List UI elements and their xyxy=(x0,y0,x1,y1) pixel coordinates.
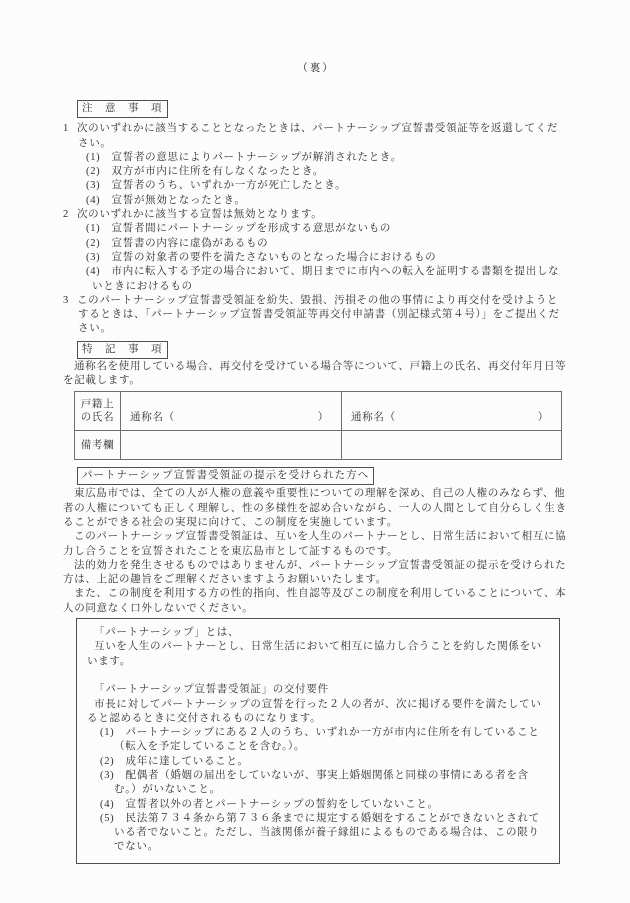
note-item-1-number: 1 xyxy=(63,123,69,135)
remarks-cell-2 xyxy=(341,430,561,459)
special-heading-row xyxy=(63,341,569,358)
alias-label-open: 通称名（ xyxy=(351,412,396,424)
note-subitem: (2) 宣誓書の内容に虚偽があるもの xyxy=(86,237,269,249)
note-subitem: (3) 宣誓の対象者の要件を満たさないものとなった場合におけるもの xyxy=(86,251,437,263)
alias-label-close: ） xyxy=(537,412,549,424)
infobox-requirement-item: (1) パートナーシップにある２人のうち、いずれか一方が市内に住所を有していること（転入を予定していることを含む。）。 xyxy=(100,727,540,753)
infobox-blank-line xyxy=(87,669,549,683)
name-table xyxy=(74,391,562,460)
special-intro: 通称名を使用している場合、再交付を受けている場合等について、戸籍上の氏名、再交付年月日等を記載します。 xyxy=(63,360,567,387)
infobox-requirements-title: 「パートナーシップ宣誓書受領証」の交付要件 xyxy=(94,684,329,696)
alias-cell-1 xyxy=(120,392,341,430)
table-header-line2: の氏名 xyxy=(80,412,115,424)
note-item-2-number: 2 xyxy=(63,209,69,221)
note-item-1 xyxy=(63,122,569,151)
infobox-requirement-item: (5) 民法第７３４条から第７３６条までに規定する婚姻をすることができないとされている者でないこと。ただし、当該関係が養子縁組によるものである場合は、この限りでない。 xyxy=(100,812,540,853)
infobox-requirements-intro: 市長に対してパートナーシップの宣誓を行った２人の者が、次に掲げる要件を満たしていると認めるときに交付されるものになります。 xyxy=(87,698,542,724)
alias-cell-2 xyxy=(341,392,561,430)
note-subitem: (4) 宣誓が無効となったとき。 xyxy=(86,194,246,206)
note-item-3 xyxy=(63,294,569,337)
note-item-2 xyxy=(63,208,569,222)
infobox-definition-body: 互いを人生のパートナーとし、日常生活において相互に協力し合うことを約した関係をいいます。 xyxy=(87,641,542,667)
note-subitem: (1) 宣誓者の意思によりパートナーシップが解消されたとき。 xyxy=(86,151,402,163)
notes-heading-row xyxy=(63,100,569,117)
infobox-requirement-item: (2) 成年に達していること。 xyxy=(100,755,249,767)
table-header-remarks: 備考欄 xyxy=(75,430,120,459)
note-subitem: (4) 市内に転入する予定の場合において、期日までに市内への転入を証明する書類を提出しないときにおけるもの xyxy=(86,266,560,292)
note-item-1-text: 次のいずれかに該当することとなったときは、パートナーシップ宣誓書受領証等を返還してください。 xyxy=(76,123,559,149)
notice-heading-row xyxy=(63,467,569,484)
note-item-3-text: このパートナーシップ宣誓書受領証を紛失、毀損、汚損その他の事情により再交付を受けようとするときは、「パートナーシップ宣誓書受領証等再交付申請書（別記様式第４号）」をご提出ください。 xyxy=(76,294,560,335)
alias-label-close: ） xyxy=(317,412,329,424)
notice-paragraph-3: 法的効力を発生させるものではありませんが、パートナーシップ宣誓書受領証の提示を受けられた方は、上記の趣旨をご理解くださいますようお願いいたします。 xyxy=(63,559,567,586)
table-header-line1: 戸籍上 xyxy=(80,399,115,411)
infobox-requirement-item: (4) 宣誓者以外の者とパートナーシップの誓約をしていないこと。 xyxy=(100,798,439,810)
note-item-3-number: 3 xyxy=(63,294,69,306)
notes-list xyxy=(63,122,569,336)
notice-heading: パートナーシップ宣誓書受領証の提示を受けられた方へ xyxy=(77,467,374,485)
notice-paragraph-2: このパートナーシップ宣誓書受領証は、互いを人生のパートナーとし、日常生活において相互に協力し合うことを宣誓されたことを東広島市として証するものです。 xyxy=(63,531,567,557)
note-subitem: (2) 双方が市内に住所を有しなくなったとき。 xyxy=(86,166,324,178)
notice-paragraph-1: 東広島市では、全ての人が人権の意義や重要性についての理解を深め、自己の人権のみならず、他者の人権についても正しく理解し、性の多様性を認め合いながら、一人の人間として自分らしく生きることができる社会の実現に向けて、この制度を実施しています。 xyxy=(63,488,567,528)
note-item-2-text: 次のいずれかに該当する宣誓は無効となります。 xyxy=(76,209,323,221)
note-subitem: (3) 宣誓者のうち、いずれか一方が死亡したとき。 xyxy=(86,180,347,192)
note-subitem: (1) 宣誓者間にパートナーシップを形成する意思がないもの xyxy=(86,223,392,235)
infobox-definition-title: 「パートナーシップ」とは、 xyxy=(94,627,240,639)
notice-paragraphs xyxy=(63,487,569,616)
special-heading: 特 記 事 項 xyxy=(77,341,168,359)
notice-paragraph-4: また、この制度を利用する方の性的指向、性自認等及びこの制度を利用していることについて、本人の同意なく口外しないでください。 xyxy=(63,588,567,614)
notes-heading: 注 意 事 項 xyxy=(77,100,168,118)
remarks-cell-1 xyxy=(120,430,341,459)
table-header-family-register-name xyxy=(75,392,120,430)
infobox-requirement-item: (3) 配偶者（婚姻の届出をしていないが、事実上婚姻関係と同様の事情にある者を含む。）がいないこと。 xyxy=(100,769,529,796)
info-box xyxy=(76,618,560,864)
alias-label-open: 通称名（ xyxy=(130,412,175,424)
page-side-label: （裏） xyxy=(297,63,335,74)
